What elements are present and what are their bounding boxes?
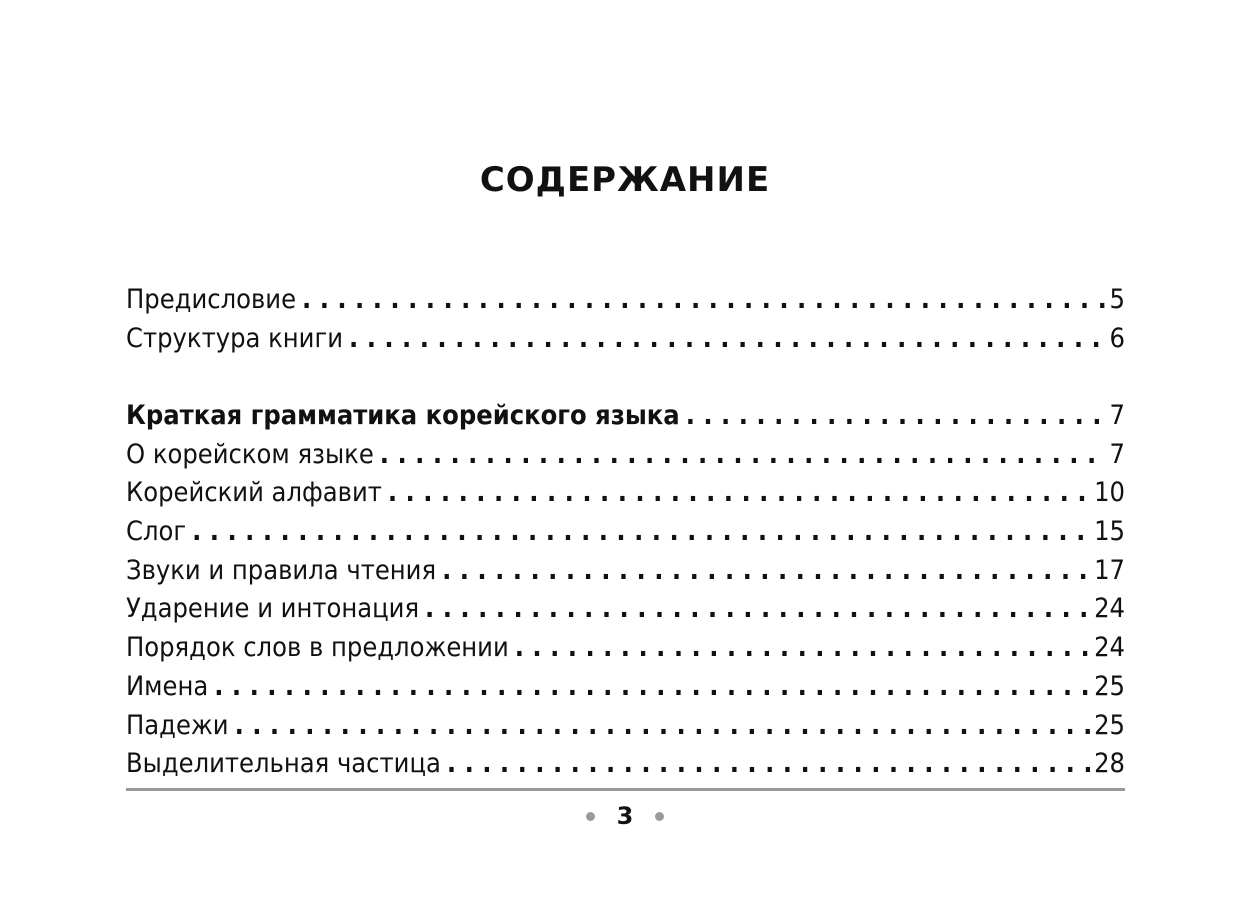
toc-entry-page: 28 xyxy=(1094,748,1125,780)
footer-divider xyxy=(126,788,1125,791)
toc-front-matter xyxy=(126,281,1125,358)
dot-leader xyxy=(380,436,1106,475)
toc-entry-label: Имена xyxy=(126,670,209,702)
toc-entry xyxy=(126,436,1125,475)
toc-entry xyxy=(126,513,1125,552)
toc-entry xyxy=(126,629,1125,668)
toc-entry-page: 24 xyxy=(1094,632,1125,664)
toc-entry-page: 7 xyxy=(1109,400,1125,431)
toc-entry-label: Падежи xyxy=(126,709,229,741)
page-title: СОДЕРЖАНИЕ xyxy=(479,160,771,200)
toc-entry xyxy=(126,281,1125,320)
dot-leader xyxy=(447,745,1090,784)
dot-leader xyxy=(442,552,1090,591)
toc-entry-page: 6 xyxy=(1109,322,1125,354)
bullet-dot-icon xyxy=(655,812,664,821)
bullet-dot-icon xyxy=(586,812,595,821)
toc-entry-label: Выделительная частица xyxy=(126,748,441,780)
toc-entry-label: Звуки и правила чтения xyxy=(126,554,437,586)
toc-entry-label: Порядок слов в предложении xyxy=(126,632,509,664)
toc-entry-page: 15 xyxy=(1094,516,1125,548)
toc-entry-label: О корейском языке xyxy=(126,438,374,470)
dot-leader xyxy=(235,707,1091,746)
toc-entry xyxy=(126,474,1125,513)
toc-entry xyxy=(126,707,1125,746)
toc-entry xyxy=(126,552,1125,591)
dot-leader xyxy=(214,668,1090,707)
toc-entry xyxy=(126,320,1125,359)
dot-leader xyxy=(515,629,1090,668)
page-footer xyxy=(0,800,1250,832)
toc-section-heading xyxy=(126,397,1125,436)
toc-entry-page: 10 xyxy=(1094,477,1125,509)
toc-entry xyxy=(126,668,1125,707)
dot-leader xyxy=(349,320,1106,359)
toc-entry-label: Предисловие xyxy=(126,284,297,315)
toc-entry-label: Ударение и интонация xyxy=(126,593,420,625)
toc-entry-label: Слог xyxy=(126,516,187,548)
toc-entry-page: 25 xyxy=(1094,670,1125,702)
toc-entry xyxy=(126,745,1125,784)
toc-entry-label: Краткая грамматика корейского языка xyxy=(126,400,680,431)
toc-entry-label: Корейский алфавит xyxy=(126,477,382,509)
dot-leader xyxy=(192,513,1090,552)
toc-entry-page: 25 xyxy=(1094,709,1125,741)
toc-entry-page: 17 xyxy=(1094,554,1125,586)
toc-entry-label: Структура книги xyxy=(126,322,344,354)
dot-leader xyxy=(686,397,1106,436)
toc-entry-page: 5 xyxy=(1109,284,1125,315)
dot-leader xyxy=(302,281,1106,320)
toc-entry-page: 24 xyxy=(1094,593,1125,625)
toc-entry xyxy=(126,590,1125,629)
page-number: 3 xyxy=(616,802,634,830)
toc-entry-page: 7 xyxy=(1109,438,1125,470)
toc-grammar-section xyxy=(126,397,1125,784)
dot-leader xyxy=(388,474,1090,513)
dot-leader xyxy=(425,590,1090,629)
